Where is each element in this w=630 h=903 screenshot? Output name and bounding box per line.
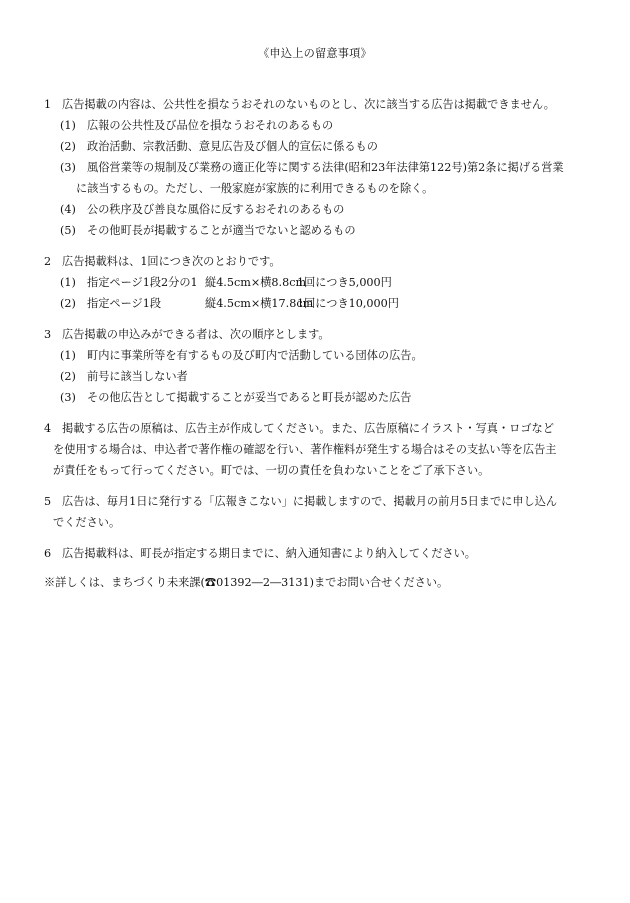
section-2-heading: [44, 251, 604, 272]
item-number: (2): [60, 140, 76, 153]
section-text: 広告掲載料は、町長が指定する期日までに、納入通知書により納入してください。: [62, 547, 476, 560]
contact-note: ※詳しくは、まちづくり未来課(☎01392―2―3131)までお問い合せください。: [44, 576, 449, 589]
section-1-heading: [44, 94, 604, 115]
section-6-heading: [44, 543, 604, 564]
section-4: [44, 418, 604, 481]
fee-price: 1回につき10,000円: [297, 297, 399, 310]
fee-label: 指定ページ1段2分の1: [87, 276, 198, 289]
section-text: 広告掲載の内容は、公共性を損なうおそれのないものとし、次に該当する広告は掲載できません。: [62, 98, 555, 111]
section-5-heading: [44, 491, 604, 512]
section-number: 5: [44, 495, 52, 508]
section-1: [44, 94, 604, 241]
list-item: [44, 199, 604, 220]
section-number: 4: [44, 422, 52, 435]
item-text: 町内に事業所等を有するもの及び町内で活動している団体の広告。: [87, 349, 423, 362]
fee-row: [44, 293, 604, 314]
item-text: 政治活動、宗教活動、意見広告及び個人的宣伝に係るもの: [87, 140, 378, 153]
section-text: 広告掲載の申込みができる者は、次の順序とします。: [62, 328, 330, 341]
section-text-continuation: でください。: [53, 516, 121, 529]
section-text-continuation: を使用する場合は、申込者で著作権の確認を行い、著作権料が発生する場合はその支払い等を広告主: [53, 443, 557, 456]
section-text-continuation: が責任をもって行ってください。町では、一切の責任を負わないことをご了承下さい。: [53, 464, 490, 477]
section-5: [44, 491, 604, 533]
item-number: (3): [60, 161, 76, 174]
item-number: (3): [60, 391, 76, 404]
section-number: 6: [44, 547, 52, 560]
section-text: 掲載する広告の原稿は、広告主が作成してください。また、広告原稿にイラスト・写真・ロゴなど: [62, 422, 554, 435]
item-text: 前号に該当しない者: [87, 370, 188, 383]
item-number: (1): [60, 276, 76, 289]
item-text: 風俗営業等の規制及び業務の適正化等に関する法律(昭和23年法律第122号)第2条に掲げる営業: [87, 161, 564, 174]
section-2: [44, 251, 604, 314]
section-number: 1: [44, 98, 52, 111]
section-6: [44, 543, 604, 564]
fee-label: 指定ページ1段: [87, 297, 162, 310]
list-item-continuation: に該当するもの。ただし、一般家庭が家族的に利用できるものを除く。: [76, 182, 434, 195]
section-text: 広告は、毎月1日に発行する「広報きこない」に掲載しますので、掲載月の前月5日までに申し込ん: [62, 495, 558, 508]
section-3-heading: [44, 324, 604, 345]
item-text: 広報の公共性及び品位を損なうおそれのあるもの: [87, 119, 334, 132]
section-3: [44, 324, 604, 408]
list-item: [44, 366, 604, 387]
list-item: [44, 157, 604, 178]
fee-row: [44, 272, 604, 293]
item-text: その他広告として掲載することが妥当であると町長が認めた広告: [87, 391, 412, 404]
item-number: (2): [60, 297, 76, 310]
item-number: (5): [60, 224, 76, 237]
section-4-heading: [44, 418, 604, 439]
item-text: 公の秩序及び善良な風俗に反するおそれのあるもの: [87, 203, 345, 216]
section-text: 広告掲載料は、1回につき次のとおりです。: [62, 255, 281, 268]
item-text: その他町長が掲載することが適当でないと認めるもの: [87, 224, 356, 237]
list-item: [44, 115, 604, 136]
list-item: [44, 136, 604, 157]
section-number: 2: [44, 255, 52, 268]
list-item: [44, 387, 604, 408]
item-number: (1): [60, 349, 76, 362]
section-number: 3: [44, 328, 52, 341]
list-item: [44, 220, 604, 241]
item-number: (4): [60, 203, 76, 216]
list-item: [44, 345, 604, 366]
fee-price: 1回につき5,000円: [297, 276, 392, 289]
item-number: (1): [60, 119, 76, 132]
fee-size: 縦4.5cm×横8.8cm: [205, 276, 307, 289]
document-title: 《申込上の留意事項》: [258, 47, 372, 60]
document-body: [44, 94, 604, 593]
fee-size: 縦4.5cm×横17.8cm: [205, 297, 314, 310]
item-number: (2): [60, 370, 76, 383]
